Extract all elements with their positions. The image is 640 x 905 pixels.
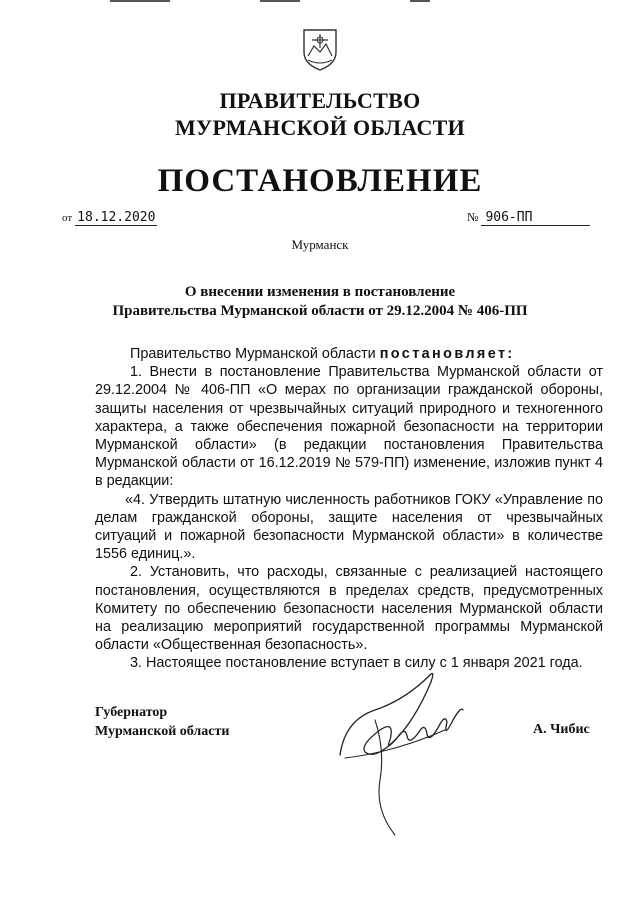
- org-name-line2: МУРМАНСКОЙ ОБЛАСТИ: [174, 115, 466, 140]
- handwritten-signature: [335, 660, 470, 840]
- intro-resolves: постановляет:: [379, 346, 515, 362]
- document-type-title: ПОСТАНОВЛЕНИЕ: [157, 163, 483, 199]
- item-1: 1. Внести в постановление Правительства Мурманской области от 29.12.2004 № 406-ПП «О мерах по организации гражданской обороны, защиты населения от чрезвычайных ситуаций природного и техногенного характера, а также обеспечения пожарной безопасности на территории Мурманской области» (в редакции постановления Правительства Мурманской области от 16.12.2019 № 579-ПП) изменение, изложив пункт 4 в редакции:: [95, 364, 603, 490]
- subject-line1: О внесении изменения в постановление: [184, 284, 456, 300]
- signatory-name: А. Чибис: [533, 722, 590, 737]
- intro-paragraph: [95, 345, 603, 363]
- document-body: [95, 345, 603, 673]
- city-name: Мурманск: [291, 237, 349, 252]
- position-line1: Губернатор: [95, 705, 168, 720]
- number-value: 906-ПП: [481, 210, 590, 226]
- coat-of-arms-icon: [300, 26, 340, 72]
- date-label: от: [62, 212, 73, 224]
- number-label: №: [467, 210, 479, 224]
- document-number: [467, 210, 590, 226]
- document-subject: [0, 283, 640, 321]
- item-2: 2. Установить, что расходы, связанные с реализацией настоящего постановления, осуществляются в пределах средств, предусмотренных Комитету по обеспечению безопасности населения Мурманской области на реализацию мероприятий государственной программы Мурманской области «Общественная безопасность».: [95, 564, 603, 654]
- item-1-quote: «4. Утвердить штатную численность работников ГОКУ «Управление по делам гражданской обороны, защите населения от чрезвычайных ситуаций и пожарной безопасности Мурманской области» в количестве 1556 единиц.».: [95, 491, 603, 563]
- signatory-position: [95, 703, 229, 741]
- date-value: 18.12.2020: [77, 210, 156, 225]
- document-date: [62, 210, 157, 226]
- subject-line2: Правительства Мурманской области от 29.12.2004 № 406-ПП: [112, 303, 528, 319]
- org-name-line1: ПРАВИТЕЛЬСТВО: [219, 88, 421, 113]
- position-line2: Мурманской области: [95, 724, 230, 739]
- intro-text: Правительство Мурманской области: [130, 346, 376, 362]
- item-3: 3. Настоящее постановление вступает в силу с 1 января 2021 года.: [130, 655, 583, 672]
- scan-edge-marks: [110, 0, 530, 3]
